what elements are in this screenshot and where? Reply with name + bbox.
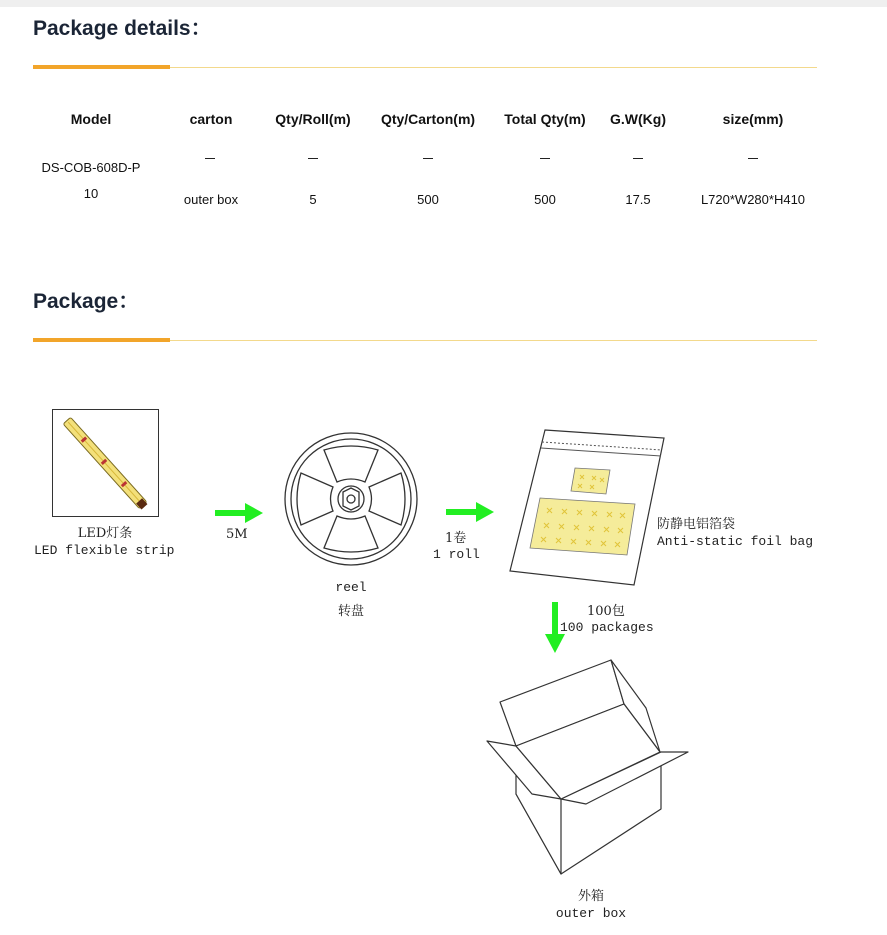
strip-label-en: LED flexible strip — [34, 543, 175, 558]
empty-cell-dash — [205, 158, 215, 159]
arrow-label-1-roll-en: 1 roll — [433, 547, 480, 562]
arrow-right-icon — [446, 501, 496, 523]
package-details-heading: Package details： — [33, 17, 212, 40]
arrow-right-icon — [215, 502, 265, 524]
col-header-qty-roll: Qty/Roll(m) — [275, 111, 351, 127]
cell-gw: 17.5 — [625, 192, 651, 207]
arrow-label-1-roll-cn: 1卷 — [445, 531, 467, 546]
cell-qty-roll: 5 — [309, 192, 317, 207]
col-header-total-qty: Total Qty(m) — [504, 111, 586, 127]
col-header-gw: G.W(Kg) — [610, 111, 666, 127]
cell-qty-carton: 500 — [417, 192, 439, 207]
divider-accent — [33, 65, 170, 69]
box-label-cn: 外箱 — [577, 889, 604, 904]
arrow-label-100-cn: 100包 — [587, 604, 625, 619]
col-header-qty-carton: Qty/Carton(m) — [380, 111, 476, 127]
empty-cell-dash — [308, 158, 318, 159]
empty-cell-dash — [748, 158, 758, 159]
top-bar — [0, 0, 887, 7]
section-divider — [33, 67, 817, 68]
reel-image — [283, 430, 419, 568]
foil-bag-image — [507, 428, 667, 588]
package-heading: Package： — [33, 290, 140, 313]
strip-label-cn: LED灯条 — [77, 526, 133, 541]
empty-cell-dash — [423, 158, 433, 159]
bag-label-en: Anti-static foil bag — [657, 534, 814, 549]
section-divider — [33, 340, 817, 341]
outer-box-image — [486, 659, 690, 879]
led-strip-image — [52, 409, 159, 517]
reel-label-en: reel — [335, 580, 367, 595]
cell-model-line2: 10 — [83, 186, 99, 201]
box-label-en: outer box — [555, 906, 627, 921]
col-header-model: Model — [70, 111, 112, 127]
cell-carton: outer box — [183, 192, 239, 207]
divider-accent — [33, 338, 170, 342]
reel-label-cn: 转盘 — [337, 604, 364, 619]
cell-size: L720*W280*H410 — [700, 192, 806, 207]
cell-model-line1: DS-COB-608D-P — [41, 160, 141, 175]
bag-label-cn: 防静电铝箔袋 — [657, 517, 736, 532]
cell-total-qty: 500 — [534, 192, 556, 207]
arrow-label-5m: 5M — [226, 527, 248, 542]
col-header-size: size(mm) — [722, 111, 784, 127]
empty-cell-dash — [540, 158, 550, 159]
col-header-carton: carton — [189, 111, 233, 127]
empty-cell-dash — [633, 158, 643, 159]
arrow-label-100-en: 100 packages — [560, 620, 654, 635]
